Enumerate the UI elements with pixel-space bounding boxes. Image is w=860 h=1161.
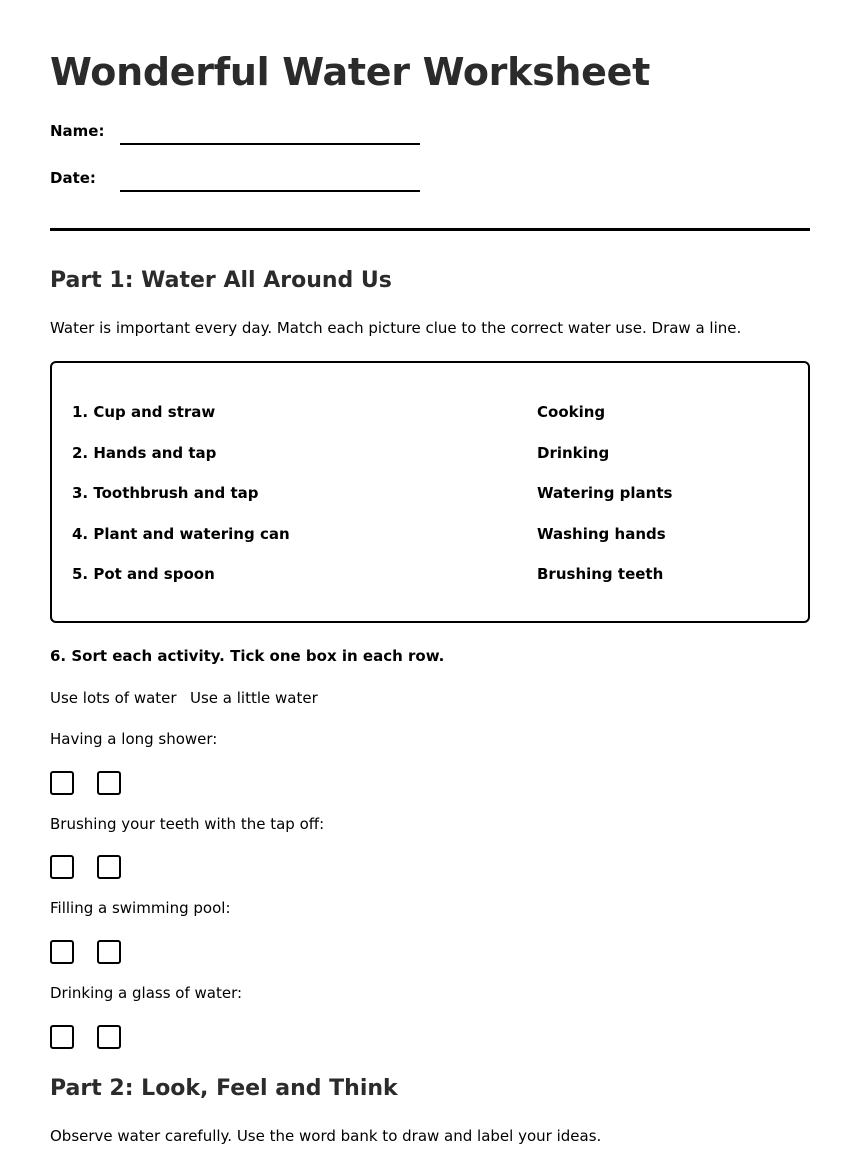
column-lots-of-water: Use lots of water [50,689,177,707]
part1-heading: Part 1: Water All Around Us [50,268,392,293]
part2-intro: Observe water carefully. Use the word bank to draw and label your ideas. [50,1127,602,1145]
use-item: Brushing teeth [537,565,664,583]
part2-heading: Part 2: Look, Feel and Think [50,1076,398,1101]
activity-label: Brushing your teeth with the tap off: [50,815,325,833]
little-water-checkbox[interactable] [97,771,121,795]
date-label: Date: [50,169,96,187]
name-field[interactable] [120,143,420,145]
use-item: Watering plants [537,484,673,502]
clue-item: 5. Pot and spoon [72,565,215,583]
little-water-checkbox[interactable] [97,1025,121,1049]
name-label: Name: [50,122,105,140]
lots-of-water-checkbox[interactable] [50,940,74,964]
lots-of-water-checkbox[interactable] [50,1025,74,1049]
use-item: Washing hands [537,525,666,543]
section-divider [50,228,810,231]
little-water-checkbox[interactable] [97,940,121,964]
clue-item: 4. Plant and watering can [72,525,290,543]
lots-of-water-checkbox[interactable] [50,771,74,795]
matching-box [50,361,810,623]
clue-item: 2. Hands and tap [72,444,217,462]
part1-intro: Water is important every day. Match each picture clue to the correct water use. Draw a line. [50,319,742,337]
clue-item: 1. Cup and straw [72,403,216,421]
column-little-water: Use a little water [190,689,318,707]
activity-label: Having a long shower: [50,730,218,748]
use-item: Cooking [537,403,606,421]
question-6-label: 6. Sort each activity. Tick one box in each row. [50,647,445,665]
activity-label: Filling a swimming pool: [50,899,231,917]
clue-item: 3. Toothbrush and tap [72,484,259,502]
little-water-checkbox[interactable] [97,855,121,879]
activity-label: Drinking a glass of water: [50,984,243,1002]
page-title: Wonderful Water Worksheet [50,50,650,94]
lots-of-water-checkbox[interactable] [50,855,74,879]
use-item: Drinking [537,444,610,462]
date-field[interactable] [120,190,420,192]
